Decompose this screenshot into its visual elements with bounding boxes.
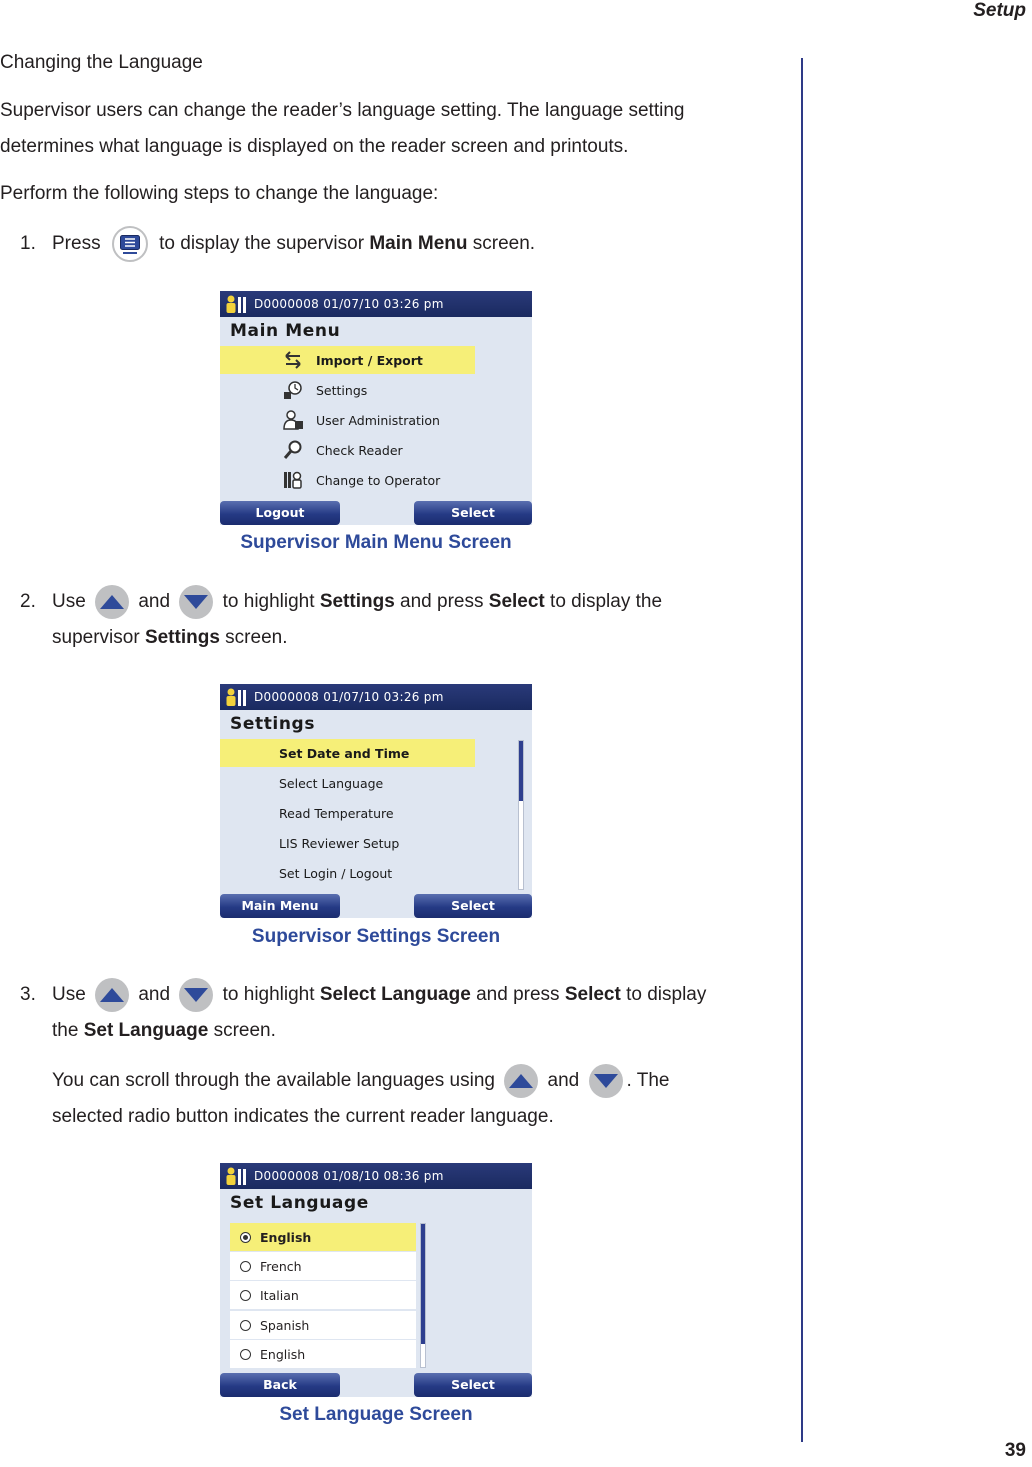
- language-option-spanish[interactable]: Spanish: [230, 1311, 416, 1339]
- screen-caption: Supervisor Settings Screen: [251, 926, 501, 947]
- status-text: D0000008 01/07/10 03:26 pm: [254, 690, 444, 704]
- settings-item-read-temperature[interactable]: Read Temperature: [279, 806, 394, 821]
- supervisor-icon: [224, 1166, 248, 1186]
- margin-rule: [801, 58, 803, 1442]
- step-number: 3.: [20, 984, 36, 1005]
- running-header: Setup: [973, 0, 1026, 21]
- down-arrow-icon: [589, 1064, 623, 1098]
- menu-item-user-administration[interactable]: User Administration: [220, 406, 475, 434]
- instructions: Perform the following steps to change the language:: [0, 183, 439, 204]
- page-number: 39: [1004, 1440, 1026, 1461]
- screen-title: Settings: [230, 714, 316, 734]
- section-heading: Changing the Language: [0, 52, 203, 73]
- scrollbar[interactable]: [518, 740, 524, 890]
- scroll-thumb[interactable]: [519, 741, 523, 801]
- up-arrow-icon: [504, 1064, 538, 1098]
- up-arrow-icon: [95, 585, 129, 619]
- status-bar: [220, 1163, 532, 1189]
- settings-icon: [282, 380, 304, 400]
- screen-caption: Set Language Screen: [279, 1404, 473, 1425]
- screen-title: Set Language: [230, 1193, 369, 1213]
- radio-icon[interactable]: [240, 1349, 251, 1360]
- magnifier-icon: [282, 440, 304, 460]
- language-option-english-2[interactable]: English: [230, 1340, 416, 1368]
- language-option-english[interactable]: English: [230, 1223, 416, 1251]
- set-language-screen: [220, 1163, 532, 1397]
- radio-selected-icon[interactable]: [240, 1232, 251, 1243]
- screen-title: Main Menu: [230, 321, 341, 341]
- menu-item-change-to-operator[interactable]: Change to Operator: [220, 466, 475, 494]
- menu-item-import-export[interactable]: Import / Export: [220, 346, 475, 374]
- select-button[interactable]: Select: [414, 1373, 532, 1397]
- language-option-italian[interactable]: Italian: [230, 1281, 416, 1309]
- select-button[interactable]: Select: [414, 501, 532, 525]
- step-1: 1. Press to display the supervisor Main Menu screen.: [20, 226, 760, 266]
- supervisor-icon: [224, 294, 248, 314]
- radio-icon[interactable]: [240, 1290, 251, 1301]
- step-3: 3. Use and to highlight Select Language and press Select to display the Set Language screen. You can scroll through the available languages using and . The selected radio button indicates the current reader language.: [20, 977, 760, 1137]
- menu-item-check-reader[interactable]: Check Reader: [220, 436, 475, 464]
- status-bar: [220, 684, 532, 710]
- scroll-thumb[interactable]: [421, 1224, 425, 1344]
- logout-button[interactable]: Logout: [220, 501, 340, 525]
- user-admin-icon: [282, 410, 304, 430]
- status-text: D0000008 01/07/10 03:26 pm: [254, 297, 444, 311]
- radio-icon[interactable]: [240, 1320, 251, 1331]
- intro-paragraph: [0, 93, 760, 165]
- main-menu-button[interactable]: Main Menu: [220, 894, 340, 918]
- step-number: 1.: [20, 233, 36, 254]
- screen-caption: Supervisor Main Menu Screen: [240, 532, 512, 553]
- menu-list-icon: [112, 226, 148, 262]
- supervisor-icon: [224, 687, 248, 707]
- back-button[interactable]: Back: [220, 1373, 340, 1397]
- language-option-french[interactable]: French: [230, 1252, 416, 1280]
- settings-item-set-date-time[interactable]: Set Date and Time: [220, 739, 475, 767]
- intro-line-2: determines what language is displayed on the reader screen and printouts.: [0, 136, 629, 157]
- down-arrow-icon: [179, 585, 213, 619]
- step-2: 2. Use and to highlight Settings and press Select to display the supervisor Settings screen.: [20, 584, 760, 656]
- main-menu-screen: [220, 291, 532, 525]
- change-user-icon: [282, 470, 304, 490]
- step-number: 2.: [20, 591, 36, 612]
- menu-item-settings[interactable]: Settings: [220, 376, 475, 404]
- settings-item-lis-reviewer-setup[interactable]: LIS Reviewer Setup: [279, 836, 400, 851]
- scrollbar[interactable]: [420, 1223, 426, 1368]
- settings-screen: [220, 684, 532, 918]
- intro-line-1: Supervisor users can change the reader’s language setting. The language setting: [0, 100, 685, 121]
- select-button[interactable]: Select: [414, 894, 532, 918]
- down-arrow-icon: [179, 978, 213, 1012]
- settings-item-set-login-logout[interactable]: Set Login / Logout: [279, 866, 393, 881]
- up-arrow-icon: [95, 978, 129, 1012]
- status-bar: [220, 291, 532, 317]
- import-export-icon: [282, 350, 304, 370]
- settings-item-select-language[interactable]: Select Language: [279, 776, 384, 791]
- radio-icon[interactable]: [240, 1261, 251, 1272]
- status-text: D0000008 01/08/10 08:36 pm: [254, 1169, 444, 1183]
